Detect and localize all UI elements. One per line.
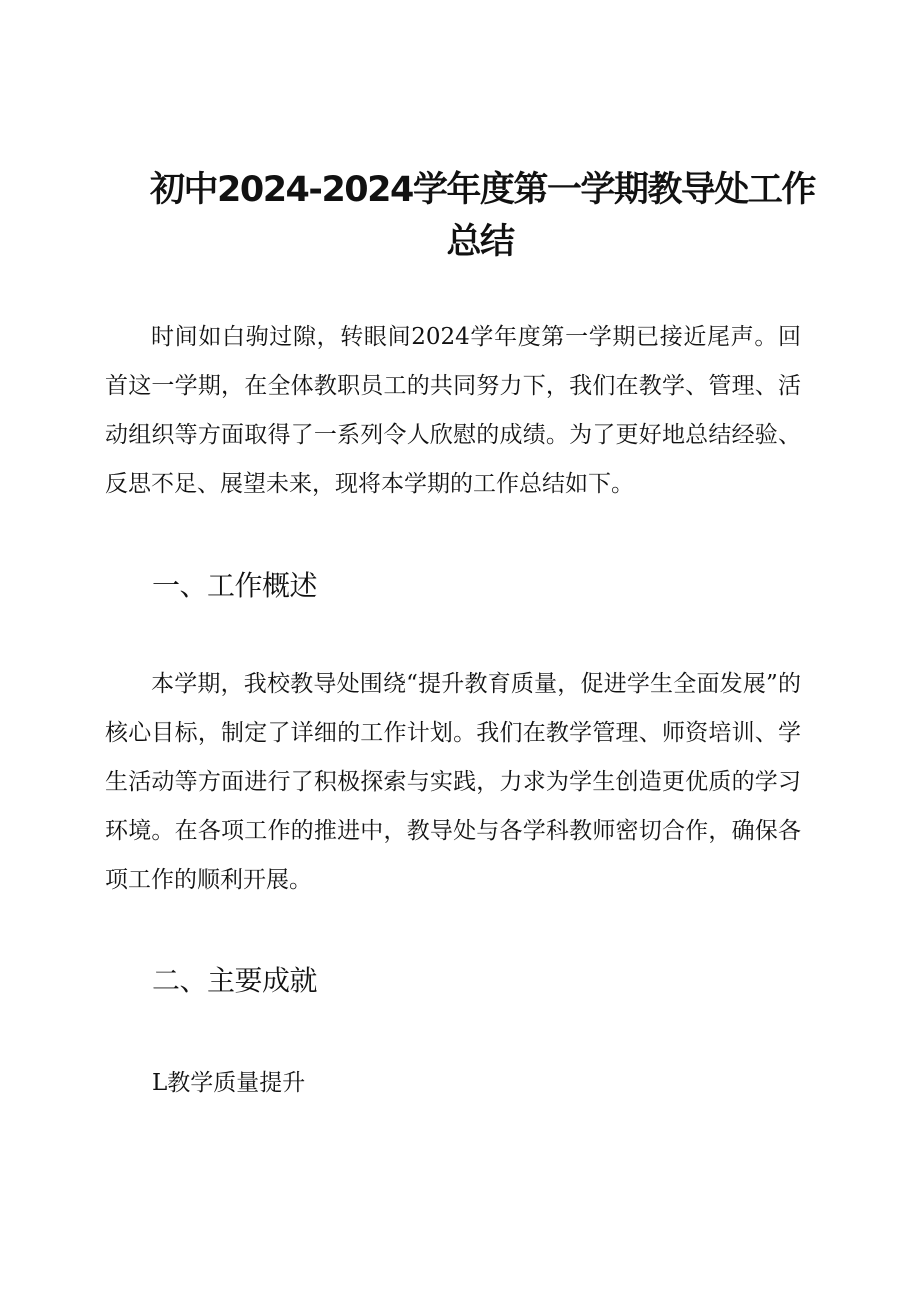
- section-heading-overview: 一、工作概述: [152, 569, 318, 602]
- document-title-line-2: 总结: [446, 222, 514, 262]
- section-heading-achievements: 二、主要成就: [152, 964, 318, 997]
- overview-paragraph: 本学期，我校教导处围绕“提升教育质量，促进学生全面发展”的核心目标，制定了详细的工作计划。我们在教学管理、师资培训、学生活动等方面进行了积极探索与实践，力求为学生创造更优质的学习环境。在各项工作的推进中，教导处与各学科教师密切合作，确保各项工作的顺利开展。: [105, 671, 801, 893]
- subheading-teaching-quality: L教学质量提升: [152, 1070, 306, 1096]
- document-title-line-1: 初中2024-2024学年度第一学期教导处工作: [150, 170, 815, 210]
- document-title: [150, 164, 815, 268]
- intro-paragraph: 时间如白驹过隙，转眼间2024学年度第一学期已接近尾声。回首这一学期，在全体教职员工的共同努力下，我们在教学、管理、活动组织等方面取得了一系列令人欣慰的成绩。为了更好地总结经验、反思不足、展望未来，现将本学期的工作总结如下。: [105, 324, 801, 497]
